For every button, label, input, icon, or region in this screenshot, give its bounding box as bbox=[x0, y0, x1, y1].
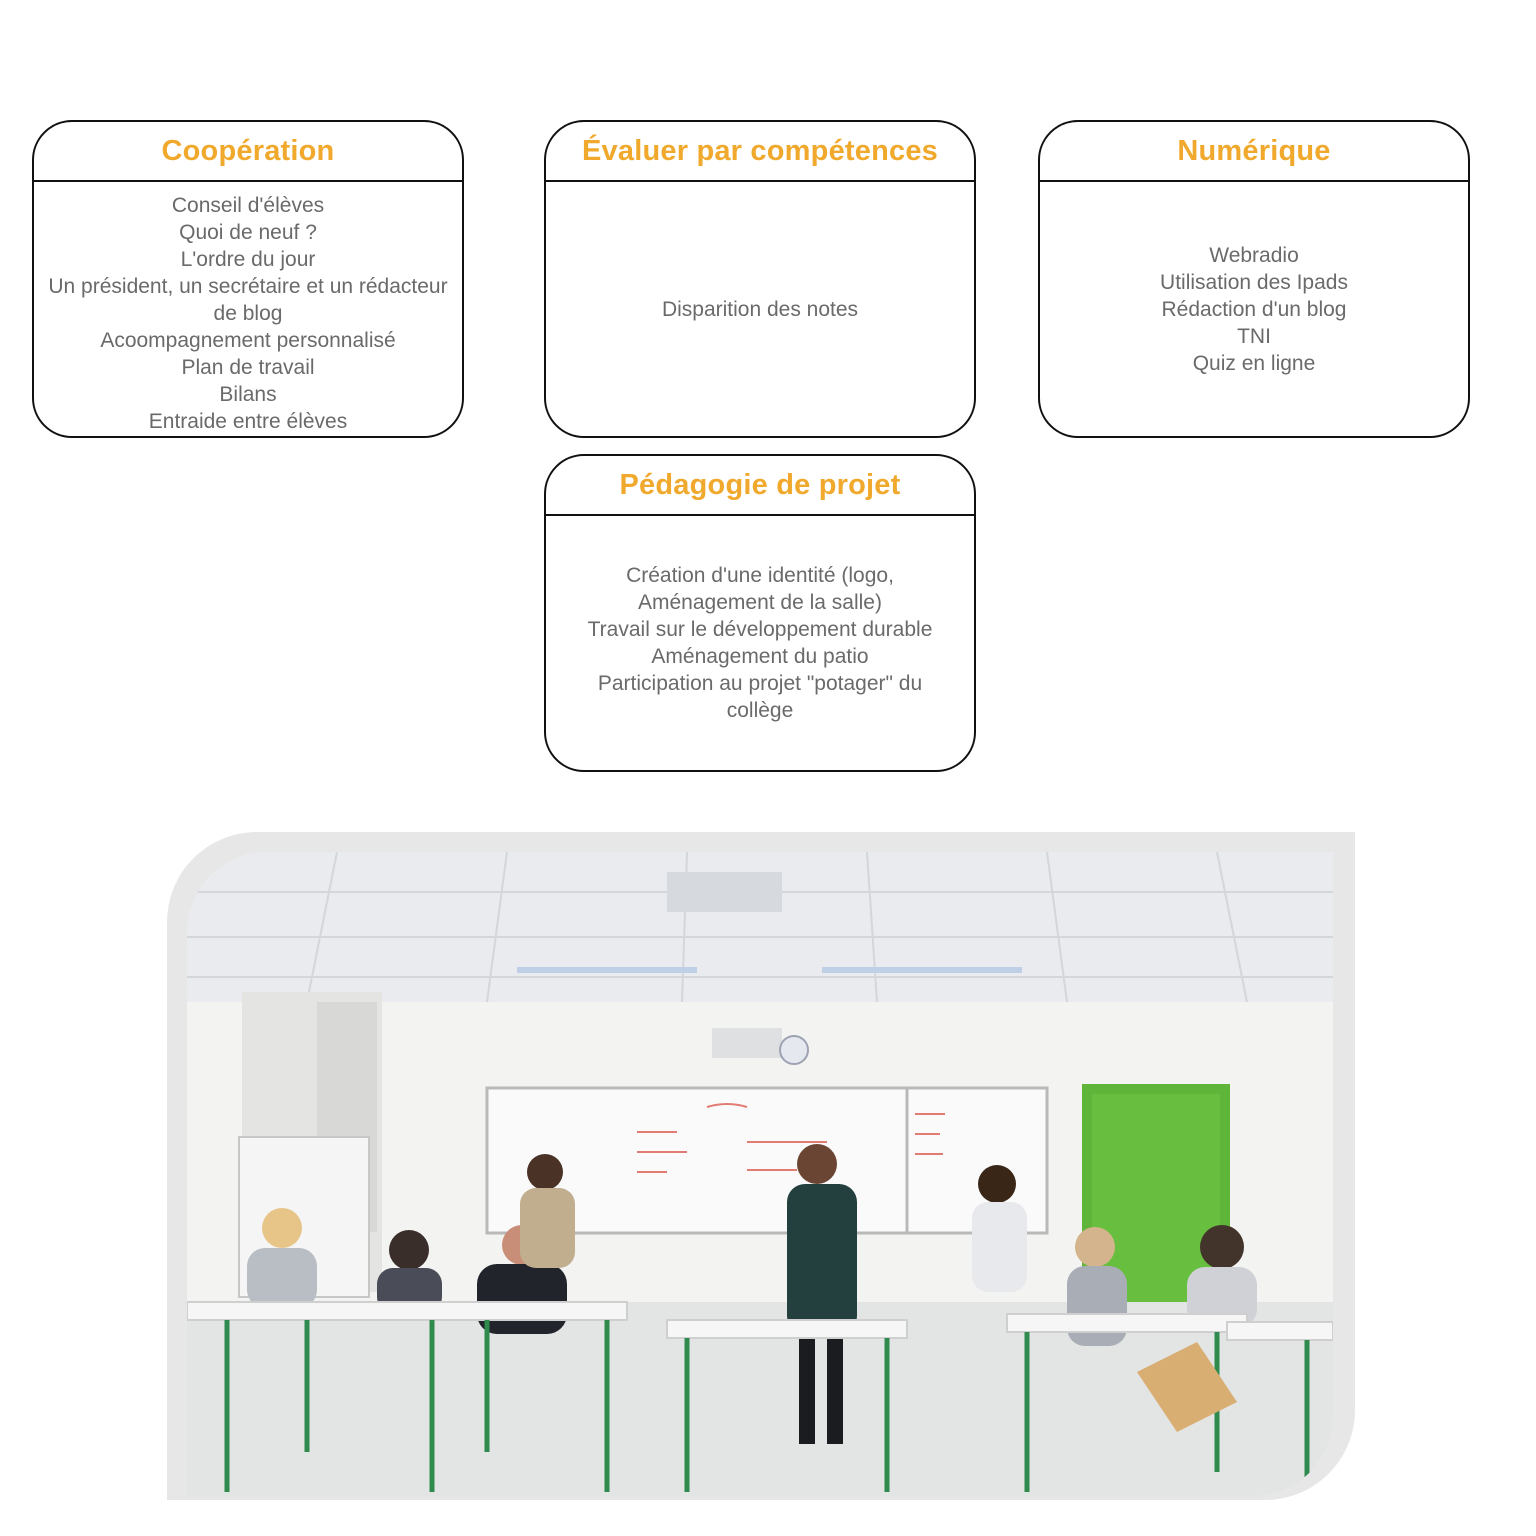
list-item: Aménagement de la salle) bbox=[638, 591, 882, 614]
list-item: Participation au projet "potager" du collège bbox=[597, 672, 923, 722]
list-item: L'ordre du jour bbox=[180, 248, 316, 271]
card-header bbox=[34, 122, 462, 182]
list-item: Bilans bbox=[219, 383, 277, 406]
card-title-evaluer: Évaluer par compétences bbox=[582, 134, 938, 167]
list-item: Utilisation des Ipads bbox=[1160, 270, 1348, 294]
card-title-cooperation: Coopération bbox=[161, 134, 335, 167]
list-item: Conseil d'élèves bbox=[171, 194, 325, 217]
card-cooperation bbox=[32, 120, 464, 438]
list-item: Quiz en ligne bbox=[1192, 351, 1316, 375]
card-body bbox=[546, 182, 974, 436]
list-item: TNI bbox=[1237, 324, 1271, 348]
list-item: Webradio bbox=[1209, 243, 1299, 267]
list-item: Rédaction d'un blog bbox=[1161, 297, 1347, 321]
list-item: Disparition des notes bbox=[661, 297, 859, 321]
card-numerique bbox=[1038, 120, 1470, 438]
list-item: Un président, un secrétaire et un rédacteur de blog bbox=[48, 275, 448, 325]
photo-frame bbox=[167, 832, 1355, 1500]
card-header bbox=[546, 456, 974, 516]
list-item: Quoi de neuf ? bbox=[179, 221, 317, 244]
card-evaluer bbox=[544, 120, 976, 438]
card-body bbox=[1040, 182, 1468, 436]
list-item: Travail sur le développement durable bbox=[587, 618, 933, 641]
classroom-illustration bbox=[187, 852, 1333, 1496]
card-header bbox=[1040, 122, 1468, 182]
card-header bbox=[546, 122, 974, 182]
card-pedagogie bbox=[544, 454, 976, 772]
card-body bbox=[34, 182, 462, 436]
list-item: Acoompagnement personnalisé bbox=[100, 329, 396, 352]
list-item: Création d'une identité (logo, bbox=[626, 564, 894, 587]
list-item: Aménagement du patio bbox=[651, 645, 869, 668]
card-title-numerique: Numérique bbox=[1177, 134, 1331, 167]
card-title-pedagogie: Pédagogie de projet bbox=[619, 468, 901, 501]
classroom-photo bbox=[187, 852, 1333, 1496]
list-item: Entraide entre élèves bbox=[148, 410, 348, 433]
card-body bbox=[546, 516, 974, 770]
list-item: Plan de travail bbox=[181, 356, 315, 379]
